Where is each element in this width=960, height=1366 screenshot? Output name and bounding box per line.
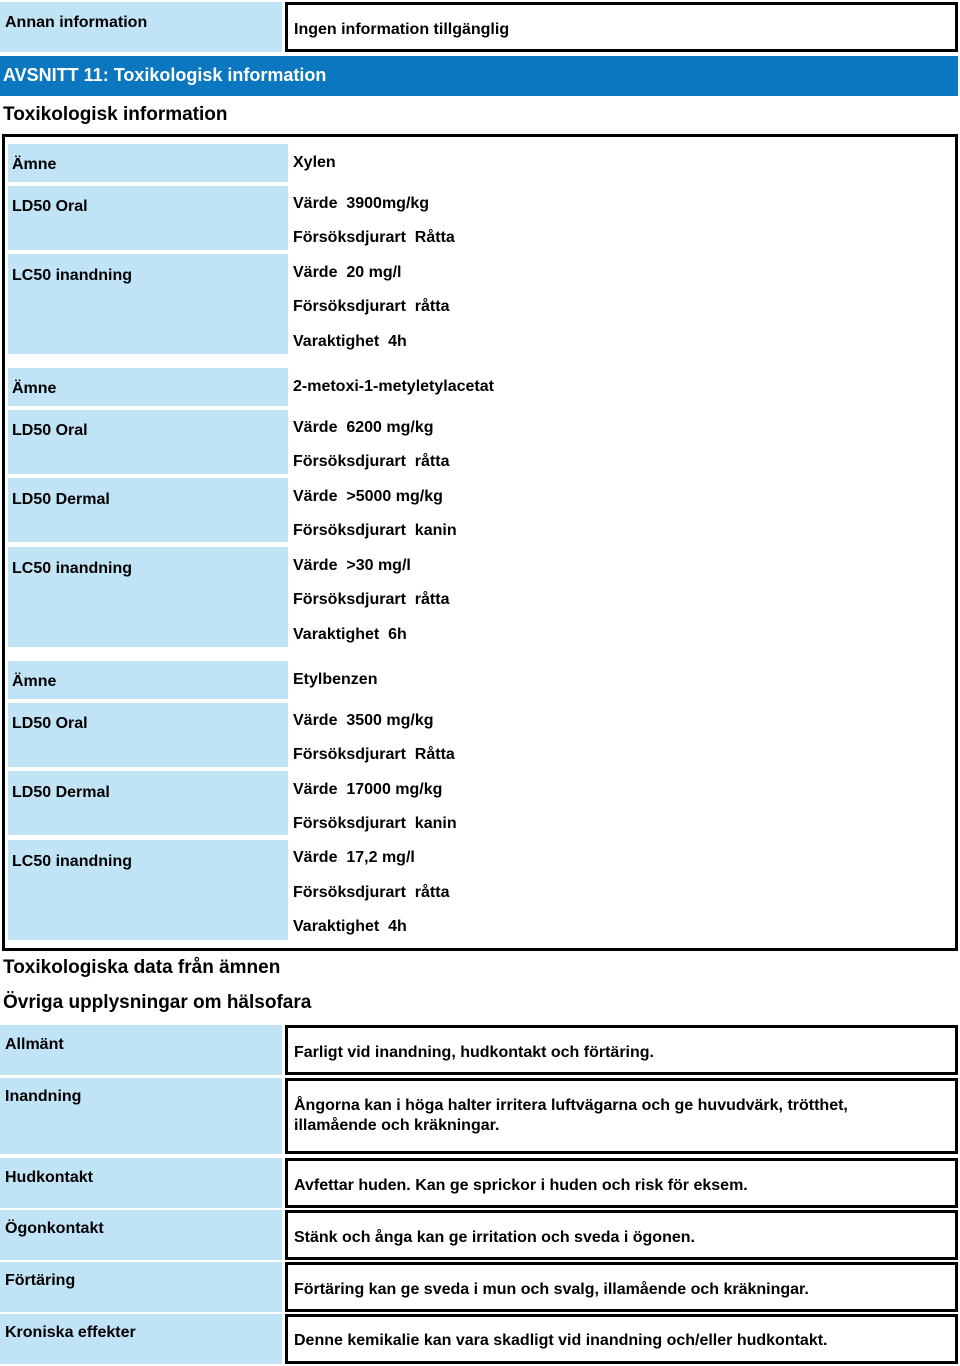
row-value-line: Försöksdjurart Råtta [293, 229, 455, 246]
other-info-label: Annan information [5, 14, 148, 31]
subject-label: Ämne [12, 380, 57, 397]
health-label-cell [0, 1025, 282, 1075]
health-value-cell [285, 1158, 958, 1208]
section-header-bar [0, 56, 958, 96]
other-info-value-cell [285, 2, 958, 52]
tox-data-heading: Toxikologiska data från ämnen [3, 957, 281, 978]
row-label: LC50 inandning [12, 560, 132, 577]
health-value: Denne kemikalie kan vara skadligt vid inandning och/eller hudkontakt. [294, 1332, 828, 1349]
health-value-cell [285, 1262, 958, 1312]
row-value-line: Värde 17,2 mg/l [293, 849, 415, 866]
health-value-cell [285, 1078, 958, 1154]
row-label-cell [8, 771, 288, 835]
row-label: LC50 inandning [12, 267, 132, 284]
health-label: Allmänt [5, 1036, 64, 1053]
subject-label-cell [8, 144, 288, 182]
subject-label: Ämne [12, 673, 57, 690]
row-label: LC50 inandning [12, 853, 132, 870]
row-value-line: Försöksdjurart kanin [293, 815, 457, 832]
row-label: LD50 Oral [12, 198, 88, 215]
row-value-line: Värde >30 mg/l [293, 557, 411, 574]
row-value-line: Försöksdjurart råtta [293, 298, 450, 315]
row-label-cell [8, 410, 288, 474]
health-heading: Övriga upplysningar om hälsofara [3, 992, 312, 1013]
row-value-line: Värde 3900mg/kg [293, 195, 430, 212]
health-label: Ögonkontakt [5, 1220, 104, 1237]
health-label-cell [0, 1262, 282, 1312]
row-value-line: Värde 3500 mg/kg [293, 712, 434, 729]
other-info-label-cell [0, 2, 282, 52]
row-label-cell [8, 840, 288, 940]
row-value-line: Värde 17000 mg/kg [293, 781, 443, 798]
subject-label: Ämne [12, 156, 57, 173]
row-label-cell [8, 478, 288, 542]
health-value: Ångorna kan i höga halter irritera luftvägarna och ge huvudvärk, trötthet, illamående och kräkningar. [294, 1097, 848, 1134]
row-value-line: Varaktighet 6h [293, 626, 407, 643]
health-label-cell [0, 1078, 282, 1154]
row-label: LD50 Dermal [12, 784, 110, 801]
health-label-cell [0, 1314, 282, 1364]
health-value: Farligt vid inandning, hudkontakt och förtäring. [294, 1044, 654, 1061]
substance-name: 2-metoxi-1-metyletylacetat [293, 378, 494, 395]
row-label: LD50 Oral [12, 422, 88, 439]
row-label: LD50 Dermal [12, 491, 110, 508]
health-value-cell [285, 1210, 958, 1260]
row-label: LD50 Oral [12, 715, 88, 732]
row-value-line: Värde 6200 mg/kg [293, 419, 434, 436]
row-value-line: Försöksdjurart råtta [293, 884, 450, 901]
health-value-cell [285, 1314, 958, 1364]
health-value: Avfettar huden. Kan ge sprickor i huden och risk för eksem. [294, 1177, 748, 1194]
row-value-line: Värde 20 mg/l [293, 264, 402, 281]
row-value-line: Försöksdjurart Råtta [293, 746, 455, 763]
row-label-cell [8, 186, 288, 250]
health-label-cell [0, 1158, 282, 1208]
health-value: Förtäring kan ge sveda i mun och svalg, illamående och kräkningar. [294, 1281, 809, 1298]
row-label-cell [8, 547, 288, 647]
row-value-line: Värde >5000 mg/kg [293, 488, 443, 505]
health-label-cell [0, 1210, 282, 1260]
row-label-cell [8, 254, 288, 354]
subject-label-cell [8, 368, 288, 406]
health-label: Inandning [5, 1088, 82, 1105]
row-value-line: Försöksdjurart råtta [293, 453, 450, 470]
section-title: AVSNITT 11: Toxikologisk information [3, 65, 327, 85]
row-value-line: Försöksdjurart råtta [293, 591, 450, 608]
health-value: Stänk och ånga kan ge irritation och sveda i ögonen. [294, 1229, 695, 1246]
health-value-cell [285, 1025, 958, 1075]
row-label-cell [8, 703, 288, 767]
subject-label-cell [8, 661, 288, 699]
health-label: Förtäring [5, 1272, 76, 1289]
other-info-value: Ingen information tillgänglig [294, 21, 510, 38]
substance-name: Xylen [293, 154, 336, 171]
row-value-line: Försöksdjurart kanin [293, 522, 457, 539]
row-value-line: Varaktighet 4h [293, 333, 407, 350]
health-label: Kroniska effekter [5, 1324, 136, 1341]
row-value-line: Varaktighet 4h [293, 918, 407, 935]
substance-name: Etylbenzen [293, 671, 378, 688]
section-subtitle: Toxikologisk information [3, 104, 228, 125]
health-label: Hudkontakt [5, 1169, 93, 1186]
